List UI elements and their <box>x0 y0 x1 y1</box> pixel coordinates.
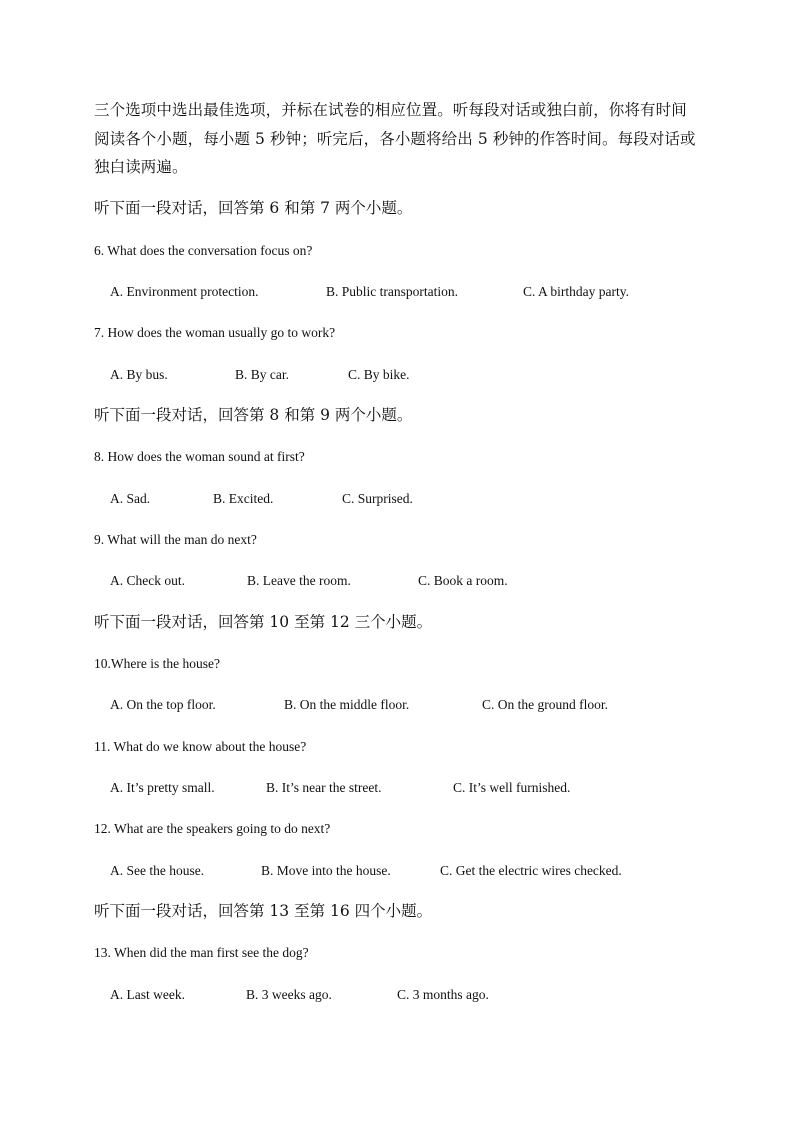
option-a: A. Last week. <box>110 987 185 1002</box>
option-b: B. Public transportation. <box>326 284 458 299</box>
question-8: 8. How does the woman sound at first? <box>94 449 305 464</box>
question-7: 7. How does the woman usually go to work? <box>94 325 336 340</box>
section-heading: 听下面一段对话，回答第 13 至第 16 四个小题。 <box>94 902 433 920</box>
option-c: C. By bike. <box>348 367 410 382</box>
option-c: C. Get the electric wires checked. <box>440 863 622 878</box>
option-b: B. It’s near the street. <box>266 780 382 795</box>
question-9: 9. What will the man do next? <box>94 532 257 547</box>
option-b: B. 3 weeks ago. <box>246 987 332 1002</box>
section-heading: 听下面一段对话，回答第 10 至第 12 三个小题。 <box>94 613 433 631</box>
section-heading: 听下面一段对话，回答第 8 和第 9 两个小题。 <box>94 406 413 424</box>
option-b: B. On the middle floor. <box>284 697 410 712</box>
option-c: C. On the ground floor. <box>482 697 608 712</box>
question-6: 6. What does the conversation focus on? <box>94 243 313 258</box>
option-c: C. A birthday party. <box>523 284 629 299</box>
option-b: B. Leave the room. <box>247 573 351 588</box>
option-a: A. On the top floor. <box>110 697 216 712</box>
option-a: A. It’s pretty small. <box>110 780 215 795</box>
question-10: 10.Where is the house? <box>94 656 220 671</box>
instructions-line-1: 三个选项中选出最佳选项，并标在试卷的相应位置。听每段对话或独白前，你将有时间 <box>94 101 687 119</box>
question-13: 13. When did the man first see the dog? <box>94 945 309 960</box>
option-a: A. See the house. <box>110 863 205 878</box>
option-a: A. Check out. <box>110 573 185 588</box>
option-b: B. By car. <box>235 367 289 382</box>
option-a: A. Sad. <box>110 491 151 506</box>
option-b: B. Excited. <box>213 491 274 506</box>
question-12: 12. What are the speakers going to do next? <box>94 821 331 836</box>
instructions-line-3: 独白读两遍。 <box>94 158 188 176</box>
option-a: A. Environment protection. <box>110 284 259 299</box>
option-c: C. 3 months ago. <box>397 987 489 1002</box>
option-a: A. By bus. <box>110 367 168 382</box>
question-11: 11. What do we know about the house? <box>94 739 307 754</box>
option-c: C. It’s well furnished. <box>453 780 571 795</box>
option-b: B. Move into the house. <box>261 863 391 878</box>
option-c: C. Book a room. <box>418 573 508 588</box>
option-c: C. Surprised. <box>342 491 413 506</box>
section-heading: 听下面一段对话，回答第 6 和第 7 两个小题。 <box>94 199 413 217</box>
instructions-line-2: 阅读各个小题，每小题 5 秒钟；听完后，各小题将给出 5 秒钟的作答时间。每段对话或 <box>94 130 696 148</box>
